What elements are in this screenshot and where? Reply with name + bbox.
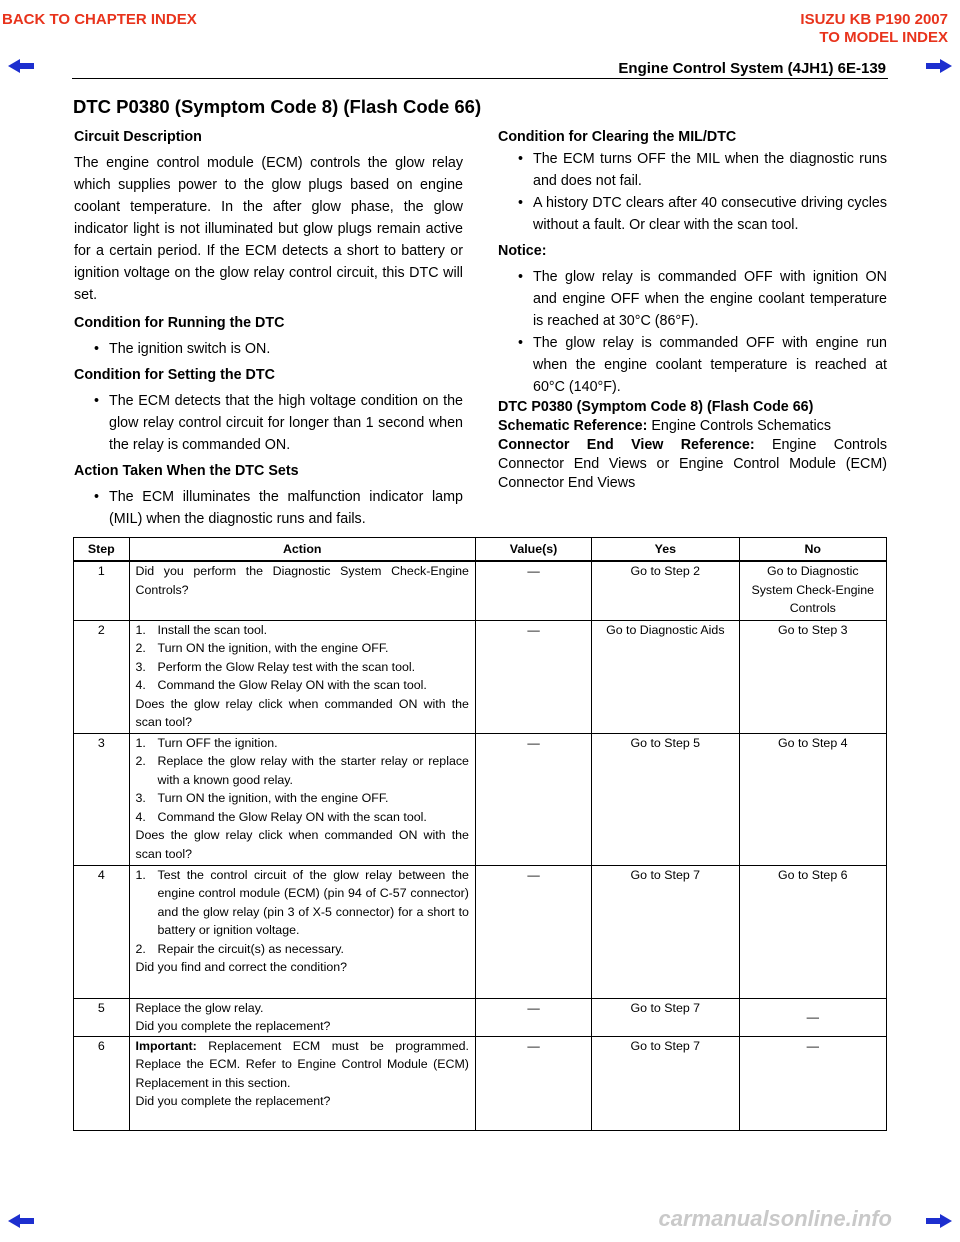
step-value: — [475, 1036, 591, 1130]
step-no: — [739, 1036, 886, 1130]
left-column [74, 126, 463, 530]
model-name: ISUZU KB P190 2007 [800, 11, 948, 28]
step-no: — [739, 998, 886, 1036]
step-number: 2 [74, 620, 130, 733]
table-row [74, 998, 887, 1036]
notice-item: • The glow relay is commanded OFF with engine run when the engine coolant temperature is reached at 60°C (140°F). [517, 335, 887, 395]
step-no: Go to Diagnostic System Check-Engine Controls [739, 561, 886, 620]
running-condition-heading: Condition for Running the DTC [74, 315, 285, 331]
clearing-condition-item: • The ECM turns OFF the MIL when the diagnostic runs and does not fail. [517, 151, 887, 189]
step-action: 1. Test the control circuit of the glow relay between the engine control module (ECM) (pin 94 of C-57 connector) and the glow relay (pin 3 of X-5 connector) for a short to battery or ignition voltage. 2. Repair the circuit(s) as necessary. Did you find and correct the condition? [129, 865, 475, 998]
circuit-description-heading: Circuit Description [74, 129, 202, 145]
step-value: — [475, 998, 591, 1036]
page-header-title: Engine Control System (4JH1) 6E-139 [618, 60, 886, 77]
next-page-arrow-bottom-icon[interactable] [924, 1212, 954, 1230]
step-no: Go to Step 4 [739, 733, 886, 865]
step-no: Go to Step 6 [739, 865, 886, 998]
column-header-no: No [739, 538, 886, 562]
step-yes: Go to Step 7 [592, 998, 739, 1036]
table-header-row [74, 538, 887, 562]
column-header-action: Action [129, 538, 475, 562]
table-row [74, 620, 887, 733]
back-to-chapter-index-link[interactable]: BACK TO CHAPTER INDEX [2, 11, 197, 28]
running-condition-item: • The ignition switch is ON. [93, 341, 271, 357]
column-header-yes: Yes [592, 538, 739, 562]
dtc-reference-title: DTC P0380 (Symptom Code 8) (Flash Code 66) [498, 399, 814, 415]
to-model-index-label: TO MODEL INDEX [819, 29, 948, 46]
step-value: — [475, 865, 591, 998]
column-header-step: Step [74, 538, 130, 562]
previous-page-arrow-icon[interactable] [6, 57, 36, 75]
connector-reference: Connector End View Reference: Engine Controls Connector End Views or Engine Control Module (ECM) Connector End Views [498, 437, 887, 491]
table-row [74, 1036, 887, 1130]
step-value: — [475, 561, 591, 620]
table-row [74, 865, 887, 998]
notice-heading: Notice: [498, 243, 547, 259]
watermark: carmanualsonline.info [658, 1206, 892, 1231]
diagnostic-steps-table [73, 537, 887, 1131]
header-divider [72, 78, 888, 79]
step-yes: Go to Diagnostic Aids [592, 620, 739, 733]
step-action: Replace the glow relay. Did you complete the replacement? [129, 998, 475, 1036]
circuit-description-text: The engine control module (ECM) controls the glow relay which supplies power to the glow plugs based on engine coolant temperature. In the after glow phase, the glow indicator light is not illuminated but glow plugs remain active for a certain period. If the ECM detects a short to battery or ignition voltage on the glow relay control circuit, this DTC will set. [74, 155, 463, 303]
step-action: Important: Replacement ECM must be programmed. Replace the ECM. Refer to Engine Control Module (ECM) Replacement in this section. Did you complete the replacement? [129, 1036, 475, 1130]
step-yes: Go to Step 5 [592, 733, 739, 865]
step-value: — [475, 733, 591, 865]
step-action: Did you perform the Diagnostic System Check-Engine Controls? [129, 561, 475, 620]
column-header-values: Value(s) [475, 538, 591, 562]
step-number: 5 [74, 998, 130, 1036]
step-yes: Go to Step 7 [592, 1036, 739, 1130]
step-number: 1 [74, 561, 130, 620]
step-value: — [475, 620, 591, 733]
step-number: 6 [74, 1036, 130, 1130]
table-row [74, 733, 887, 865]
setting-condition-heading: Condition for Setting the DTC [74, 367, 275, 383]
page-title: DTC P0380 (Symptom Code 8) (Flash Code 66) [73, 96, 482, 117]
step-action: 1. Turn OFF the ignition. 2. Replace the glow relay with the starter relay or replace with a known good relay. 3. Turn ON the ignition, with the engine OFF. 4. Command the Glow Relay ON with the scan tool. Does the glow relay click when commanded ON with the scan tool? [129, 733, 475, 865]
clearing-condition-heading: Condition for Clearing the MIL/DTC [498, 129, 737, 145]
step-number: 4 [74, 865, 130, 998]
schematic-reference: Schematic Reference: Engine Controls Schematics [498, 418, 831, 434]
step-number: 3 [74, 733, 130, 865]
step-no: Go to Step 3 [739, 620, 886, 733]
model-index-link[interactable] [800, 11, 948, 47]
right-column [498, 126, 887, 493]
table-row [74, 561, 887, 620]
action-taken-item: • The ECM illuminates the malfunction indicator lamp (MIL) when the diagnostic runs and fails. [93, 489, 463, 527]
next-page-arrow-icon[interactable] [924, 57, 954, 75]
step-action: 1. Install the scan tool. 2. Turn ON the ignition, with the engine OFF. 3. Perform the Glow Relay test with the scan tool. 4. Command the Glow Relay ON with the scan tool. Does the glow relay click when commanded ON with the scan tool? [129, 620, 475, 733]
clearing-condition-item: • A history DTC clears after 40 consecutive driving cycles without a fault. Or clear with the scan tool. [517, 195, 887, 233]
step-yes: Go to Step 7 [592, 865, 739, 998]
previous-page-arrow-bottom-icon[interactable] [6, 1212, 36, 1230]
action-taken-heading: Action Taken When the DTC Sets [74, 463, 299, 479]
setting-condition-item: • The ECM detects that the high voltage condition on the glow relay control circuit for longer than 1 second when the relay is commanded ON. [93, 393, 463, 453]
step-yes: Go to Step 2 [592, 561, 739, 620]
notice-item: • The glow relay is commanded OFF with ignition ON and engine OFF when the engine coolant temperature is reached at 30°C (86°F). [517, 269, 887, 329]
